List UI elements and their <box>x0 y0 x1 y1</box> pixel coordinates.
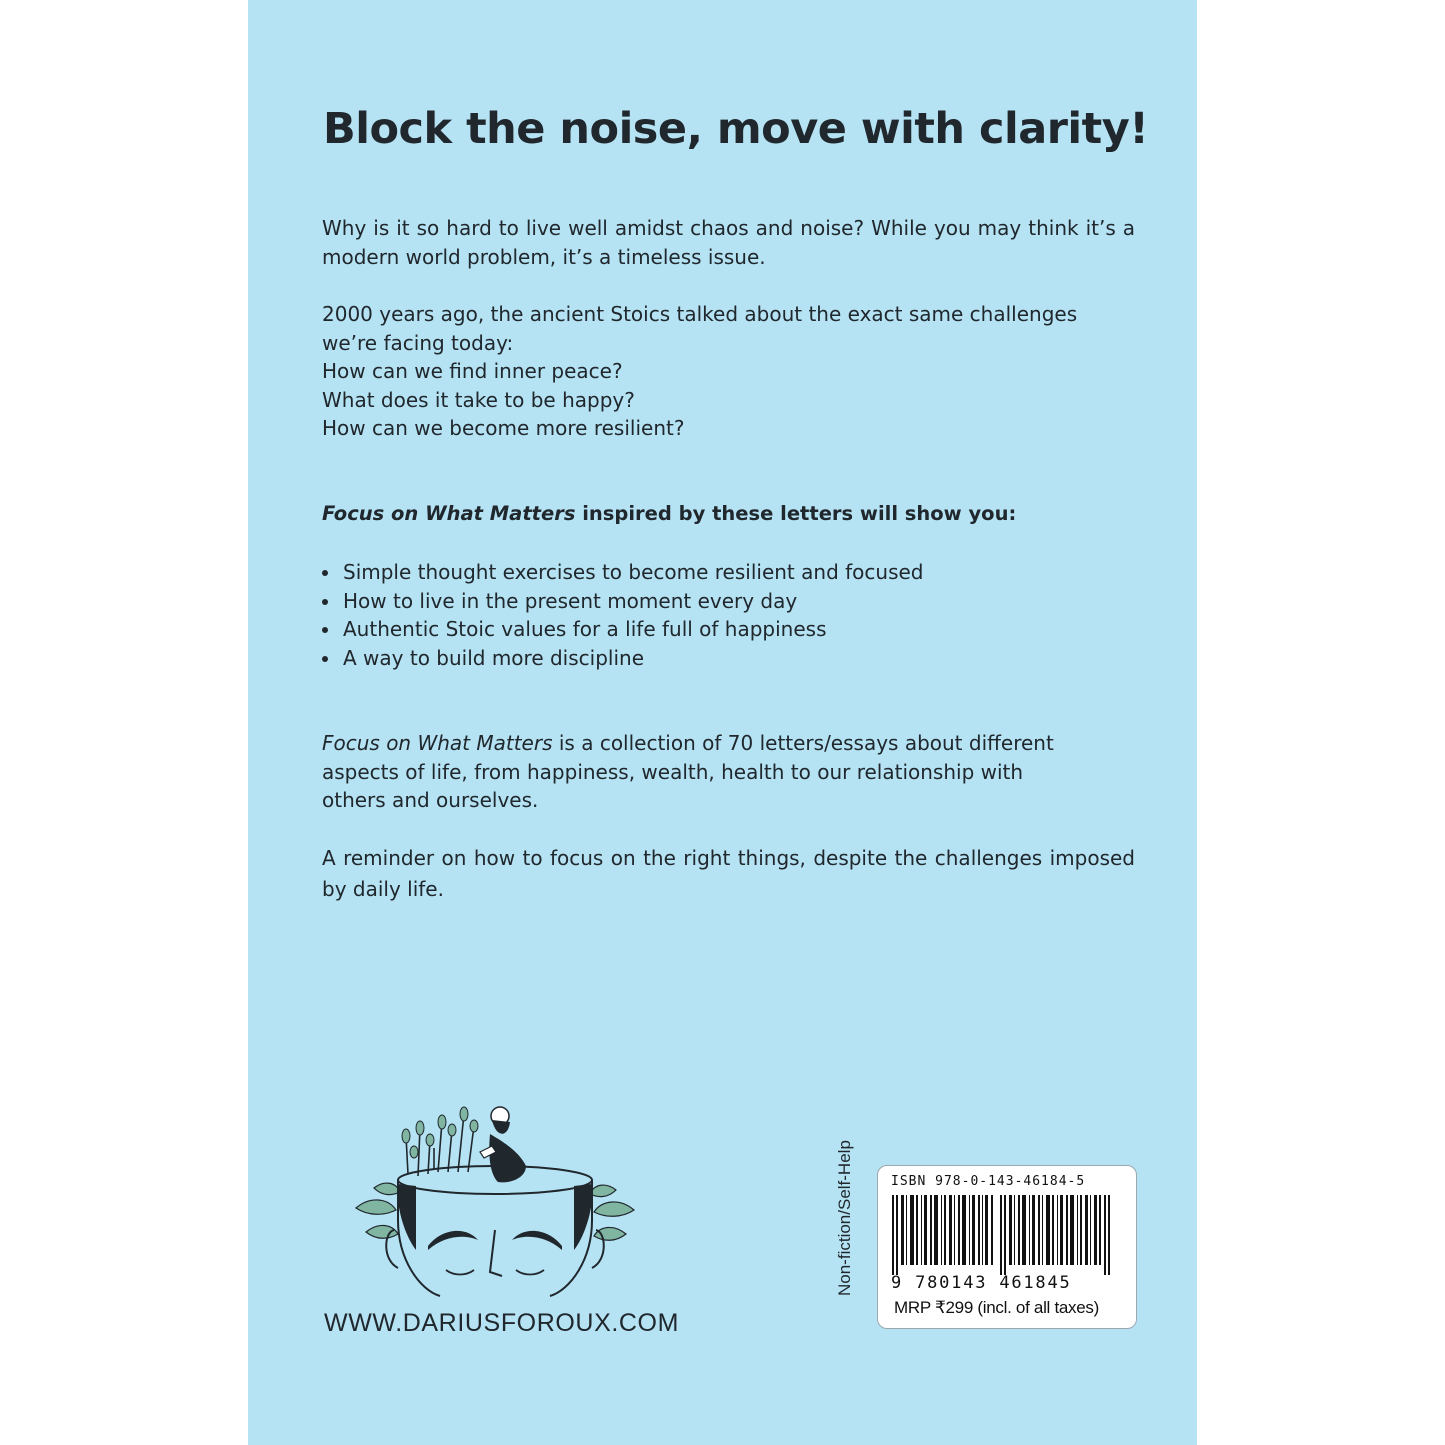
question-2: What does it take to be happy? <box>322 387 635 412</box>
list-item: Authentic Stoic values for a life full of happiness <box>322 615 924 644</box>
reminder-paragraph: A reminder on how to focus on the right things, despite the challenges imposed by daily life. <box>322 846 1135 901</box>
benefits-list <box>322 558 924 672</box>
stoics-paragraph <box>322 300 1135 443</box>
lead-in-text: inspired by these letters will show you: <box>575 502 1017 525</box>
lead-in-book-title: Focus on What Matters <box>322 502 576 525</box>
price-label: MRP ₹299 (incl. of all taxes) <box>894 1298 1099 1317</box>
head-garden-illustration <box>350 1100 640 1300</box>
list-item: A way to build more discipline <box>322 644 924 673</box>
question-3: How can we become more resilient? <box>322 416 685 441</box>
list-item: Simple thought exercises to become resilient and focused <box>322 558 924 587</box>
genre-label: Non-fiction/Self-Help <box>835 1140 854 1296</box>
barcode-icon <box>892 1195 1122 1275</box>
question-1: How can we find inner peace? <box>322 359 623 384</box>
headline: Block the noise, move with clarity! <box>323 104 1149 154</box>
collection-line-3: others and ourselves. <box>322 788 539 813</box>
collection-book-title: Focus on What Matters <box>322 731 553 755</box>
collection-paragraph <box>322 729 1135 815</box>
barcode-digits: 9 780143 461845 <box>891 1273 1072 1293</box>
stoics-line-1: 2000 years ago, the ancient Stoics talked about the exact same challenges <box>322 302 1078 326</box>
collection-line-1: is a collection of 70 letters/essays about different <box>552 731 1054 755</box>
lead-in <box>322 500 1135 529</box>
collection-line-2: aspects of life, from happiness, wealth, health to our relationship with <box>322 759 1024 784</box>
intro-paragraph: Why is it so hard to live well amidst chaos and noise? While you may think it’s a modern world problem, it’s a timeless issue. <box>322 216 1135 269</box>
barcode-panel <box>877 1165 1137 1329</box>
isbn-label: ISBN 978-0-143-46184-5 <box>891 1174 1086 1189</box>
website-link[interactable]: WWW.DARIUSFOROUX.COM <box>324 1309 680 1337</box>
stoics-line-2: we’re facing today: <box>322 330 514 355</box>
list-item: How to live in the present moment every day <box>322 587 924 616</box>
thinker-icon <box>480 1107 526 1182</box>
